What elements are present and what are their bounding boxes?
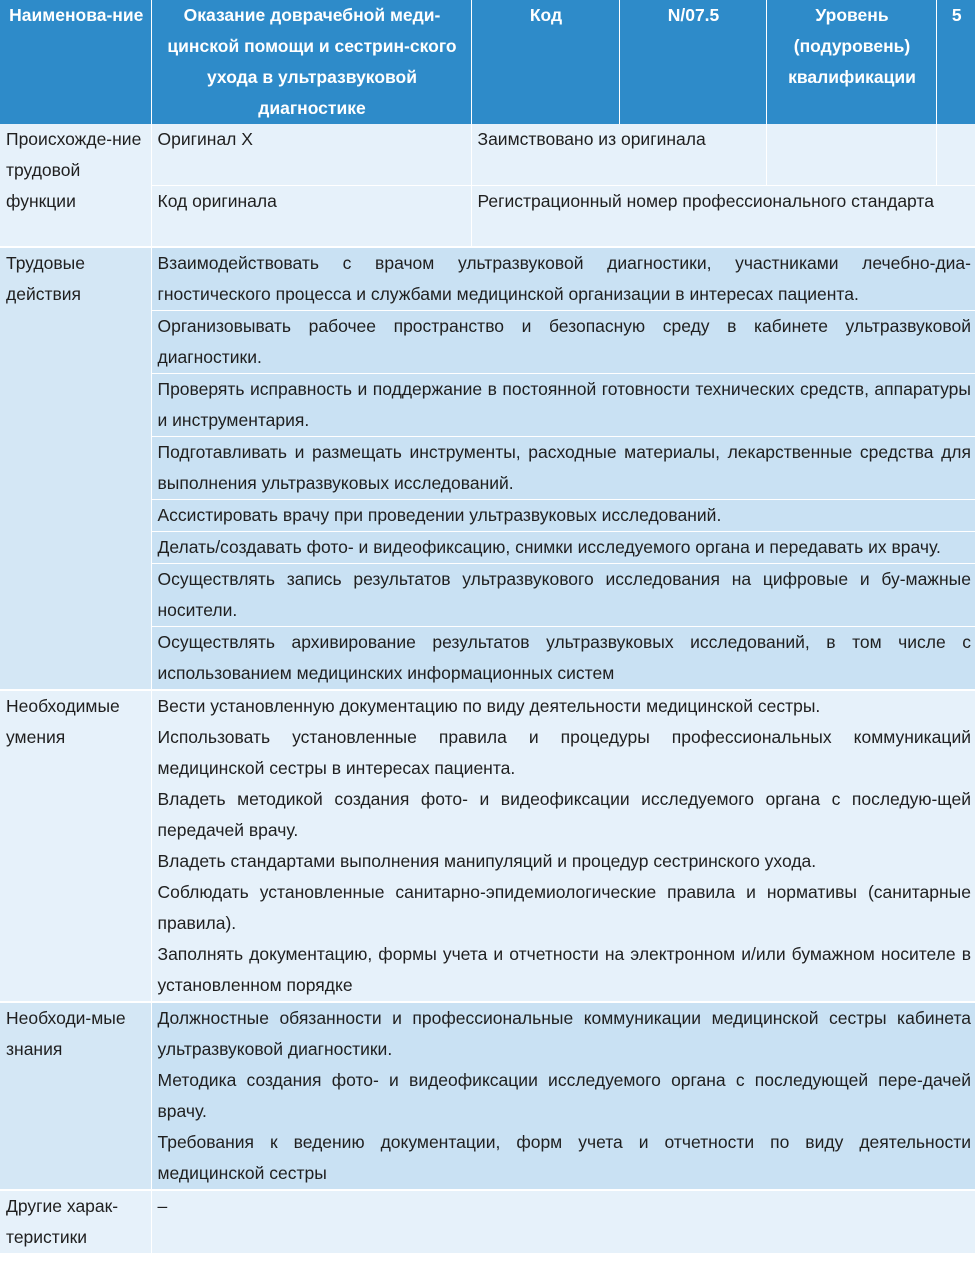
- reg-number-cell: Регистрационный номер профессионального стандарта: [471, 185, 975, 247]
- other-label: Другие харак-теристики: [0, 1190, 151, 1253]
- labor-actions-row: [0, 247, 975, 690]
- skill-item: Вести установленную документацию по виду деятельности медицинской сестры.: [157, 696, 821, 716]
- origin-empty-cell-2: [936, 124, 975, 185]
- original-cell: Оригинал X: [151, 124, 471, 185]
- other-value: –: [151, 1190, 975, 1253]
- knowledge-list: [151, 1002, 975, 1190]
- skill-item: Владеть стандартами выполнения манипуляций и процедур сестринского ухода.: [157, 851, 817, 871]
- skill-item: Соблюдать установленные санитарно-эпидемиологические правила и нормативы (санитарные правила).: [157, 882, 971, 933]
- labor-actions-label: Трудовые действия: [0, 247, 151, 690]
- borrowed-cell: Заимствовано из оригинала: [471, 124, 766, 185]
- knowledge-row: [0, 1002, 975, 1190]
- labor-action-item: Осуществлять запись результатов ультразвукового исследования на цифровые и бу-мажные носители.: [152, 563, 975, 626]
- labor-actions-list: [151, 247, 975, 690]
- knowledge-item: Требования к ведению документации, форм учета и отчетности по виду деятельности медицинской сестры: [157, 1132, 971, 1183]
- skill-item: Владеть методикой создания фото- и видеофиксации исследуемого органа с последую-щей передачей врачу.: [157, 789, 971, 840]
- labor-action-item: Организовывать рабочее пространство и безопасную среду в кабинете ультразвуковой диагностики.: [152, 310, 975, 373]
- origin-label: Происхожде-ние трудовой функции: [0, 124, 151, 247]
- level-label: Уровень (подуровень) квалификации: [766, 0, 936, 124]
- labor-action-item: Делать/создавать фото- и видеофиксацию, снимки исследуемого органа и передавать их врачу.: [152, 531, 975, 563]
- code-value: N/07.5: [619, 0, 766, 124]
- labor-action-item: Подготавливать и размещать инструменты, расходные материалы, лекарственные средства для выполнения ультразвуковых исследований.: [152, 436, 975, 499]
- skills-row: [0, 690, 975, 1002]
- skills-label: Необходимые умения: [0, 690, 151, 1002]
- other-row: [0, 1190, 975, 1253]
- labor-action-item: Взаимодействовать с врачом ультразвуковой диагностики, участниками лечебно-диа-гностического процесса и службами медицинской организации в интересах пациента.: [157, 253, 971, 304]
- name-label: Наименова-ние: [0, 0, 151, 124]
- level-value: 5: [936, 0, 975, 124]
- knowledge-item: Должностные обязанности и профессиональные коммуникации медицинской сестры кабинета ультразвуковой диагностики.: [157, 1008, 971, 1059]
- knowledge-item: Методика создания фото- и видеофиксации исследуемого органа с последующей пере-дачей врачу.: [157, 1070, 971, 1121]
- function-title: Оказание доврачебной меди-цинской помощи и сестрин-ского ухода в ультразвуковой диагностике: [151, 0, 471, 124]
- header-row: [0, 0, 975, 124]
- labor-action-item: Проверять исправность и поддержание в постоянной готовности технических средств, аппаратуры и инструментария.: [152, 373, 975, 436]
- code-original-cell: Код оригинала: [151, 185, 471, 247]
- skill-item: Заполнять документацию, формы учета и отчетности на электронном и/или бумажном носителе в установленном порядке: [157, 944, 971, 995]
- origin-empty-cell: [766, 124, 936, 185]
- labor-action-item: Ассистировать врачу при проведении ультразвуковых исследований.: [152, 499, 975, 531]
- knowledge-label: Необходи-мые знания: [0, 1002, 151, 1190]
- labor-action-item: Осуществлять архивирование результатов ультразвуковых исследований, в том числе с использованием медицинских информационных систем: [152, 626, 975, 689]
- skill-item: Использовать установленные правила и процедуры профессиональных коммуникаций медицинской сестры в интересах пациента.: [157, 727, 971, 778]
- code-label: Код: [471, 0, 619, 124]
- origin-row: [0, 124, 975, 185]
- skills-list: [151, 690, 975, 1002]
